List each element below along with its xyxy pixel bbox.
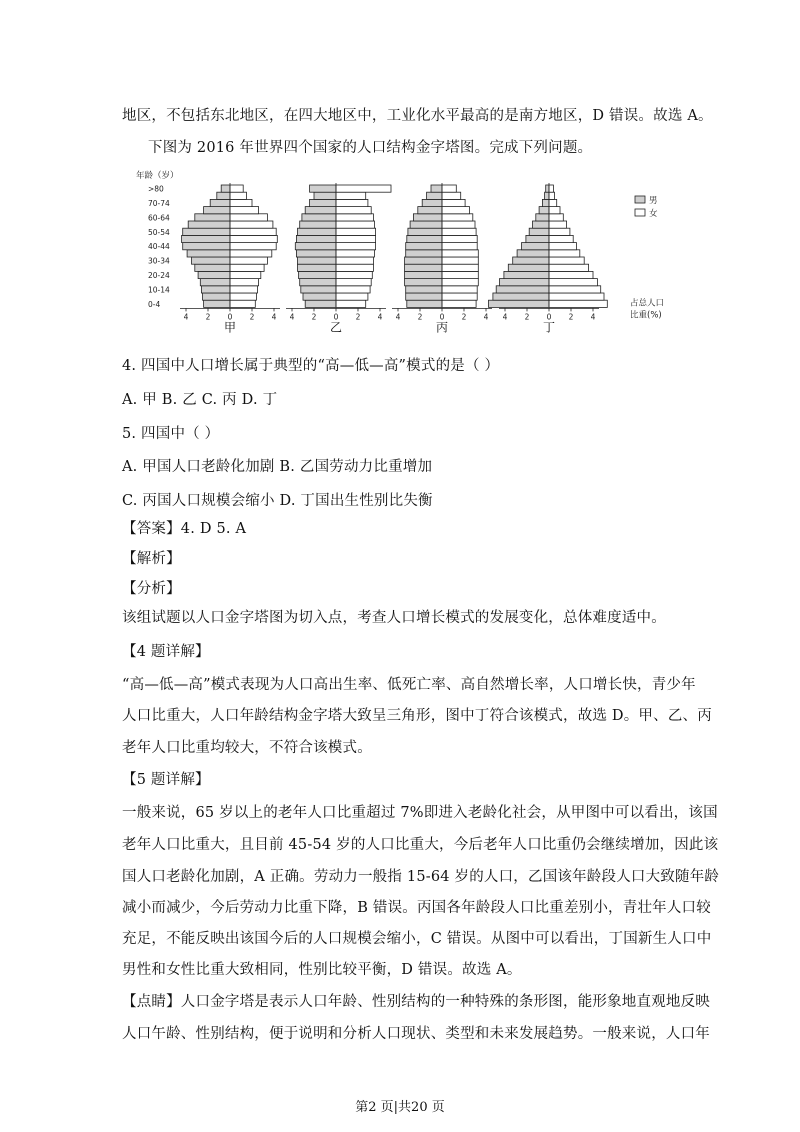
text-line: 地区，不包括东北地区，在四大地区中，工业化水平最高的是南方地区，D 错误。故选 A。 bbox=[122, 108, 713, 124]
male-bar bbox=[407, 300, 442, 307]
female-bar bbox=[549, 199, 557, 206]
x-tick-label: 0 bbox=[333, 312, 339, 322]
x-tick-label: 2 bbox=[461, 312, 467, 322]
female-bar bbox=[336, 286, 370, 293]
male-bar bbox=[405, 271, 442, 278]
male-bar bbox=[300, 279, 336, 286]
female-bar bbox=[336, 228, 376, 235]
male-bar bbox=[536, 214, 549, 221]
male-bar bbox=[489, 300, 550, 307]
female-bar bbox=[230, 207, 259, 214]
female-bar bbox=[336, 207, 371, 214]
female-bar bbox=[230, 257, 267, 264]
female-bar bbox=[442, 286, 477, 293]
x-tick-label: 4 bbox=[377, 312, 383, 322]
female-bar bbox=[336, 257, 373, 264]
x-tick-label: 4 bbox=[183, 312, 189, 322]
female-bar bbox=[336, 271, 372, 278]
female-bar bbox=[336, 243, 376, 250]
male-bar bbox=[201, 286, 230, 293]
female-bar bbox=[442, 264, 478, 271]
legend-female-swatch bbox=[635, 209, 645, 216]
female-bar bbox=[549, 250, 580, 257]
female-bar bbox=[442, 228, 476, 235]
male-bar bbox=[210, 199, 230, 206]
female-bar bbox=[442, 192, 461, 199]
x-unit-label: 比重(%) bbox=[630, 310, 662, 321]
country-label: 乙 bbox=[329, 320, 343, 335]
female-bar bbox=[230, 293, 256, 300]
male-bar bbox=[187, 250, 230, 257]
population-pyramid-chart bbox=[130, 163, 690, 345]
male-bar bbox=[305, 207, 336, 214]
male-bar bbox=[204, 207, 230, 214]
question-5-options-ab: A. 甲国人口老龄化加剧 B. 乙国劳动力比重增加 bbox=[122, 459, 433, 475]
text-line: 老年人口比重均较大，不符合该模式。 bbox=[122, 740, 372, 756]
x-tick-label: 2 bbox=[524, 312, 530, 322]
x-tick-label: 4 bbox=[590, 312, 596, 322]
male-bar bbox=[413, 214, 442, 221]
female-bar bbox=[336, 221, 375, 228]
female-bar bbox=[549, 221, 567, 228]
female-bar bbox=[230, 199, 252, 206]
male-bar bbox=[192, 257, 231, 264]
female-bar bbox=[549, 279, 597, 286]
male-bar bbox=[522, 243, 550, 250]
female-bar bbox=[549, 214, 563, 221]
male-bar bbox=[183, 243, 230, 250]
female-bar bbox=[549, 293, 604, 300]
age-tick-label: 10-14 bbox=[148, 285, 170, 295]
female-bar bbox=[442, 293, 477, 300]
female-bar bbox=[442, 214, 473, 221]
pyramid-panel bbox=[180, 183, 280, 334]
male-bar bbox=[406, 243, 442, 250]
female-bar bbox=[442, 271, 478, 278]
x-tick-label: 2 bbox=[249, 312, 255, 322]
female-bar bbox=[230, 271, 261, 278]
female-bar bbox=[549, 228, 570, 235]
male-bar bbox=[310, 185, 336, 192]
female-bar bbox=[230, 228, 276, 235]
section-jiexi: 【解析】 bbox=[122, 551, 181, 567]
female-bar bbox=[336, 214, 373, 221]
male-bar bbox=[431, 185, 442, 192]
female-bar bbox=[230, 300, 255, 307]
male-bar bbox=[508, 264, 549, 271]
female-bar bbox=[549, 264, 589, 271]
female-bar bbox=[336, 264, 373, 271]
female-bar bbox=[549, 207, 560, 214]
female-bar bbox=[442, 243, 477, 250]
male-bar bbox=[295, 243, 336, 250]
answer-line: 【答案】4. D 5. A bbox=[122, 521, 247, 537]
male-bar bbox=[545, 192, 549, 199]
female-bar bbox=[442, 300, 476, 307]
text-line: 充足，不能反映出该国今后的人口规模会缩小，C 错误。从图中可以看出，丁国新生人口中 bbox=[122, 931, 712, 947]
male-bar bbox=[542, 199, 549, 206]
female-bar bbox=[230, 221, 273, 228]
section-q4-detail: 【4 题详解】 bbox=[122, 644, 210, 660]
male-bar bbox=[500, 279, 550, 286]
male-bar bbox=[405, 264, 442, 271]
section-q5-detail: 【5 题详解】 bbox=[122, 772, 210, 788]
male-bar bbox=[200, 279, 230, 286]
male-bar bbox=[305, 300, 336, 307]
female-bar bbox=[549, 286, 601, 293]
male-bar bbox=[182, 235, 230, 242]
female-bar bbox=[336, 293, 368, 300]
male-bar bbox=[299, 271, 336, 278]
x-tick-label: 0 bbox=[546, 312, 552, 322]
x-unit-label: 占总人口 bbox=[630, 298, 665, 309]
section-fenxi: 【分析】 bbox=[122, 581, 181, 597]
male-bar bbox=[314, 192, 336, 199]
male-bar bbox=[296, 235, 336, 242]
female-bar bbox=[549, 185, 553, 192]
age-axis-title: 年龄（岁） bbox=[136, 171, 179, 181]
male-bar bbox=[406, 293, 442, 300]
female-bar bbox=[549, 235, 573, 242]
question-4: 4. 四国中人口增长属于典型的“高—低—高”模式的是（ ） bbox=[122, 358, 500, 374]
x-tick-label: 4 bbox=[502, 312, 508, 322]
age-tick-label: 50-54 bbox=[148, 227, 170, 237]
female-bar bbox=[442, 257, 478, 264]
male-bar bbox=[513, 257, 549, 264]
male-bar bbox=[406, 286, 442, 293]
text-line: 减小而减少，今后劳动力比重下降，B 错误。丙国各年龄段人口比重差别小，青壮年人口较 bbox=[122, 900, 711, 916]
male-bar bbox=[303, 293, 336, 300]
male-bar bbox=[539, 207, 549, 214]
male-bar bbox=[405, 279, 442, 286]
question-4-options: A. 甲 B. 乙 C. 丙 D. 丁 bbox=[122, 392, 278, 408]
male-bar bbox=[493, 293, 549, 300]
female-bar bbox=[549, 243, 577, 250]
male-bar bbox=[546, 185, 549, 192]
male-bar bbox=[198, 271, 230, 278]
female-bar bbox=[442, 221, 475, 228]
male-bar bbox=[221, 185, 230, 192]
female-bar bbox=[230, 243, 276, 250]
country-label: 甲 bbox=[223, 320, 237, 335]
text-line: 人口午龄、性别结构，便于说明和分析人口现状、类型和未来发展趋势。一般来说，人口年 bbox=[122, 1026, 710, 1042]
pyramid-panel bbox=[286, 183, 391, 334]
male-bar bbox=[407, 235, 442, 242]
female-bar bbox=[549, 271, 593, 278]
female-bar bbox=[442, 279, 478, 286]
x-tick-label: 4 bbox=[271, 312, 277, 322]
male-bar bbox=[300, 221, 336, 228]
female-bar bbox=[336, 185, 391, 192]
male-bar bbox=[533, 221, 550, 228]
male-bar bbox=[298, 228, 337, 235]
x-tick-label: 4 bbox=[483, 312, 489, 322]
female-bar bbox=[442, 250, 478, 257]
x-tick-label: 4 bbox=[395, 312, 401, 322]
age-tick-label: 30-34 bbox=[148, 256, 170, 266]
x-tick-label: 0 bbox=[227, 312, 233, 322]
female-bar bbox=[336, 300, 366, 307]
male-bar bbox=[298, 264, 337, 271]
male-bar bbox=[302, 214, 336, 221]
male-bar bbox=[296, 250, 336, 257]
male-bar bbox=[427, 192, 442, 199]
female-bar bbox=[230, 235, 277, 242]
country-label: 丁 bbox=[542, 320, 556, 335]
text-line: “高—低—高”模式表现为人口高出生率、低死亡率、高自然增长率，人口增长快，青少年 bbox=[122, 677, 696, 693]
male-bar bbox=[310, 199, 336, 206]
female-bar bbox=[230, 185, 243, 192]
female-bar bbox=[549, 192, 555, 199]
female-bar bbox=[230, 264, 264, 271]
pyramid-panel bbox=[489, 183, 608, 334]
x-tick-label: 2 bbox=[355, 312, 361, 322]
age-tick-label: 40-44 bbox=[148, 242, 170, 252]
female-bar bbox=[336, 192, 366, 199]
age-tick-label: 0-4 bbox=[148, 299, 161, 309]
female-bar bbox=[230, 192, 247, 199]
male-bar bbox=[204, 300, 230, 307]
text-line: 该组试题以人口金字塔图为切入点，考查人口增长模式的发展变化，总体难度适中。 bbox=[122, 610, 666, 626]
male-bar bbox=[408, 228, 442, 235]
male-bar bbox=[418, 207, 442, 214]
x-tick-label: 4 bbox=[289, 312, 295, 322]
text-line: 人口比重大，人口年龄结构金字塔大致呈三角形，图中丁符合该模式，故选 D。甲、乙、丙 bbox=[122, 708, 712, 724]
question-5-options-cd: C. 丙国人口规模会缩小 D. 丁国出生性别比失衡 bbox=[122, 493, 433, 509]
male-bar bbox=[203, 293, 231, 300]
male-bar bbox=[298, 257, 337, 264]
male-bar bbox=[188, 221, 230, 228]
male-bar bbox=[195, 214, 230, 221]
male-bar bbox=[526, 235, 549, 242]
question-5: 5. 四国中（ ） bbox=[122, 426, 220, 442]
text-line: 老年人口比重大，且目前 45-54 岁的人口比重大，今后老年人口比重仍会继续增加，因此该 bbox=[122, 837, 719, 853]
male-bar bbox=[195, 264, 230, 271]
female-bar bbox=[336, 279, 371, 286]
female-bar bbox=[442, 207, 470, 214]
female-bar bbox=[230, 279, 259, 286]
country-label: 丙 bbox=[435, 320, 449, 335]
x-tick-label: 2 bbox=[311, 312, 317, 322]
female-bar bbox=[442, 235, 477, 242]
age-tick-label: 70-74 bbox=[148, 199, 170, 208]
male-bar bbox=[529, 228, 549, 235]
female-bar bbox=[442, 185, 456, 192]
age-tick-label: >80 bbox=[148, 184, 164, 194]
female-bar bbox=[336, 199, 368, 206]
female-bar bbox=[230, 214, 267, 221]
x-tick-label: 2 bbox=[568, 312, 574, 322]
text-line: 一般来说，65 岁以上的老年人口比重超过 7%即进入老龄化社会，从甲图中可以看出，该国 bbox=[122, 805, 718, 821]
dianjing-line: 【点睛】人口金字塔是表示人口年龄、性别结构的一种特殊的条形图，能形象地直观地反映 bbox=[122, 994, 710, 1010]
male-bar bbox=[410, 221, 442, 228]
age-tick-label: 20-24 bbox=[148, 271, 170, 280]
male-bar bbox=[405, 257, 442, 264]
male-bar bbox=[496, 286, 549, 293]
legend-female-label: 女 bbox=[649, 209, 658, 219]
female-bar bbox=[442, 199, 465, 206]
female-bar bbox=[230, 250, 272, 257]
male-bar bbox=[301, 286, 336, 293]
x-tick-label: 0 bbox=[439, 312, 445, 322]
female-bar bbox=[336, 235, 376, 242]
x-tick-label: 2 bbox=[205, 312, 211, 322]
x-tick-label: 2 bbox=[417, 312, 423, 322]
legend-male-label: 男 bbox=[649, 196, 658, 206]
male-bar bbox=[183, 228, 230, 235]
pyramid-panel bbox=[392, 183, 492, 334]
male-bar bbox=[422, 199, 442, 206]
chart-intro: 下图为 2016 年世界四个国家的人口结构金字塔图。完成下列问题。 bbox=[148, 140, 593, 156]
text-line: 国人口老龄化加剧，A 正确。劳动力一般指 15-64 岁的人口，乙国该年龄段人口大致随年龄 bbox=[122, 869, 720, 885]
age-tick-label: 60-64 bbox=[148, 213, 170, 223]
male-bar bbox=[406, 250, 442, 257]
page-footer: 第2 页|共20 页 bbox=[355, 1100, 445, 1115]
male-bar bbox=[517, 250, 549, 257]
male-bar bbox=[217, 192, 230, 199]
legend-male-swatch bbox=[635, 196, 645, 203]
male-bar bbox=[504, 271, 549, 278]
text-line: 男性和女性比重大致相同，性别比较平衡，D 错误。故选 A。 bbox=[122, 962, 522, 978]
female-bar bbox=[336, 250, 375, 257]
female-bar bbox=[549, 300, 607, 307]
female-bar bbox=[549, 257, 584, 264]
female-bar bbox=[230, 286, 258, 293]
